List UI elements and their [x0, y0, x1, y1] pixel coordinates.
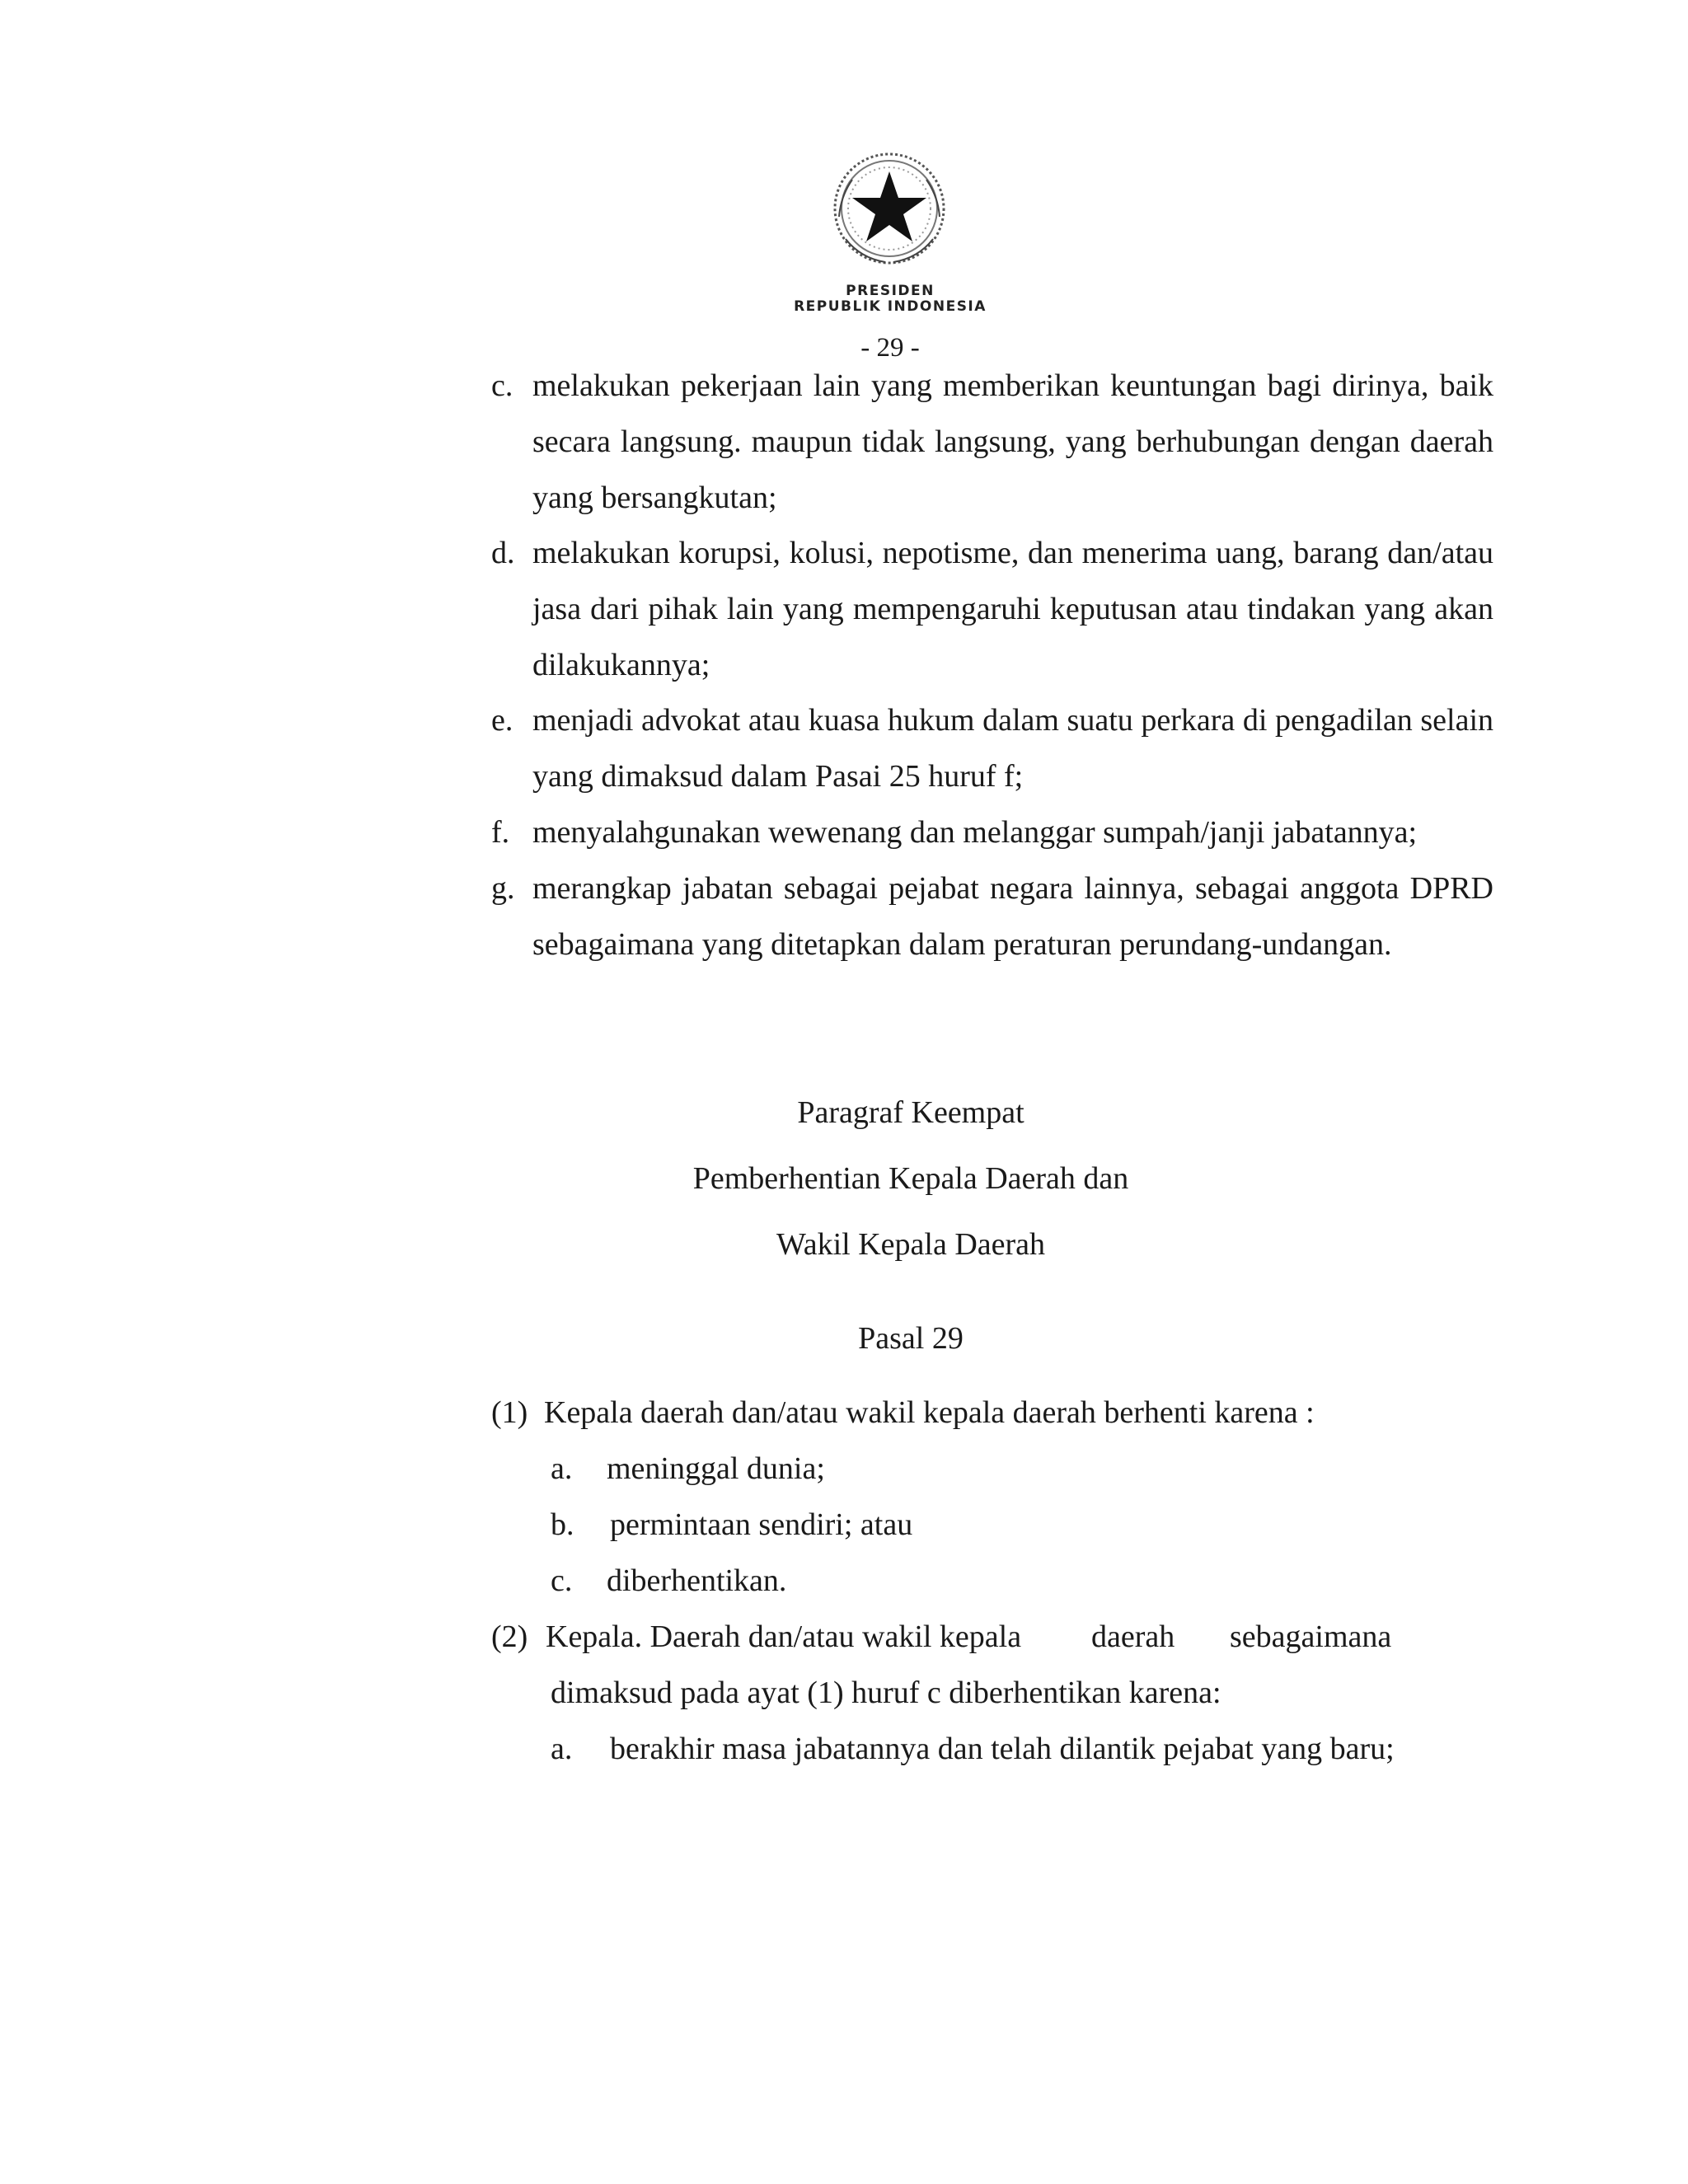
clause-text-line2: dimaksud pada ayat (1) huruf c diberhentikan karena:	[551, 1675, 1221, 1710]
list-item-marker: c.	[491, 368, 513, 403]
list-item-marker: g.	[491, 871, 515, 906]
list-item-marker: e.	[491, 703, 513, 738]
emblem-title-republic: REPUBLIK INDONESIA	[794, 298, 987, 315]
clause-text-part1: Kepala. Daerah dan/atau wakil kepala	[546, 1619, 1022, 1654]
list-item	[491, 525, 1493, 693]
sub-item-marker: a.	[551, 1451, 573, 1486]
clause-marker: (1)	[491, 1395, 528, 1430]
list-item-text: menjadi advokat atau kuasa hukum dalam suatu perkara di pengadilan selain yang dimaksud dalam Pasai 25 huruf f;	[532, 703, 1493, 794]
section-heading-title-line1: Pemberhentian Kepala Daerah dan	[692, 1161, 1129, 1196]
page-number: - 29 -	[860, 333, 920, 363]
clause-text-part3: sebagaimana	[1230, 1619, 1392, 1654]
list-item-text: melakukan korupsi, kolusi, nepotisme, dan menerima uang, barang dan/atau jasa dari pihak lain yang mempengaruhi keputusan atau tindakan yang akan dilakukannya;	[532, 536, 1493, 682]
list-item-text: merangkap jabatan sebagai pejabat negara lainnya, sebagai anggota DPRD sebagaimana yang ditetapkan dalam peraturan perundang-undangan.	[532, 871, 1493, 962]
sub-item-text: berakhir masa jabatannya dan telah dilantik pejabat yang baru;	[610, 1732, 1395, 1766]
section-heading-title-line2: Wakil Kepala Daerah	[776, 1227, 1046, 1262]
garuda-star-emblem-icon	[828, 147, 951, 270]
sub-item-text: diberhentikan.	[607, 1563, 787, 1598]
sub-item-marker: c.	[551, 1563, 573, 1598]
clause-text: Kepala daerah dan/atau wakil kepala daerah berhenti karena :	[544, 1395, 1315, 1430]
emblem-title-president: PRESIDEN	[846, 283, 935, 299]
sub-item-marker: a.	[551, 1732, 573, 1766]
list-item	[491, 692, 1493, 804]
list-item	[491, 860, 1493, 972]
list-item-text: melakukan pekerjaan lain yang memberikan keuntungan bagi dirinya, baik secara langsung. maupun tidak langsung, yang berhubungan dengan daerah yang bersangkutan;	[532, 368, 1493, 515]
sub-item-text: meninggal dunia;	[607, 1451, 825, 1486]
list-item-marker: f.	[491, 815, 510, 850]
sub-item-marker: b.	[551, 1507, 574, 1542]
clause-2-continuation	[551, 1665, 1553, 1721]
list-item	[491, 804, 1493, 860]
clause-text-part2: daerah	[1091, 1619, 1175, 1654]
article-title: Pasal 29	[858, 1321, 964, 1356]
section-heading-paragraph: Paragraf Keempat	[797, 1095, 1025, 1130]
list-item	[491, 358, 1493, 526]
clause-marker: (2)	[491, 1619, 528, 1654]
list-item-marker: d.	[491, 536, 515, 570]
list-item-text: menyalahgunakan wewenang dan melanggar sumpah/janji jabatannya;	[532, 815, 1418, 850]
sub-item-text: permintaan sendiri; atau	[610, 1507, 913, 1542]
